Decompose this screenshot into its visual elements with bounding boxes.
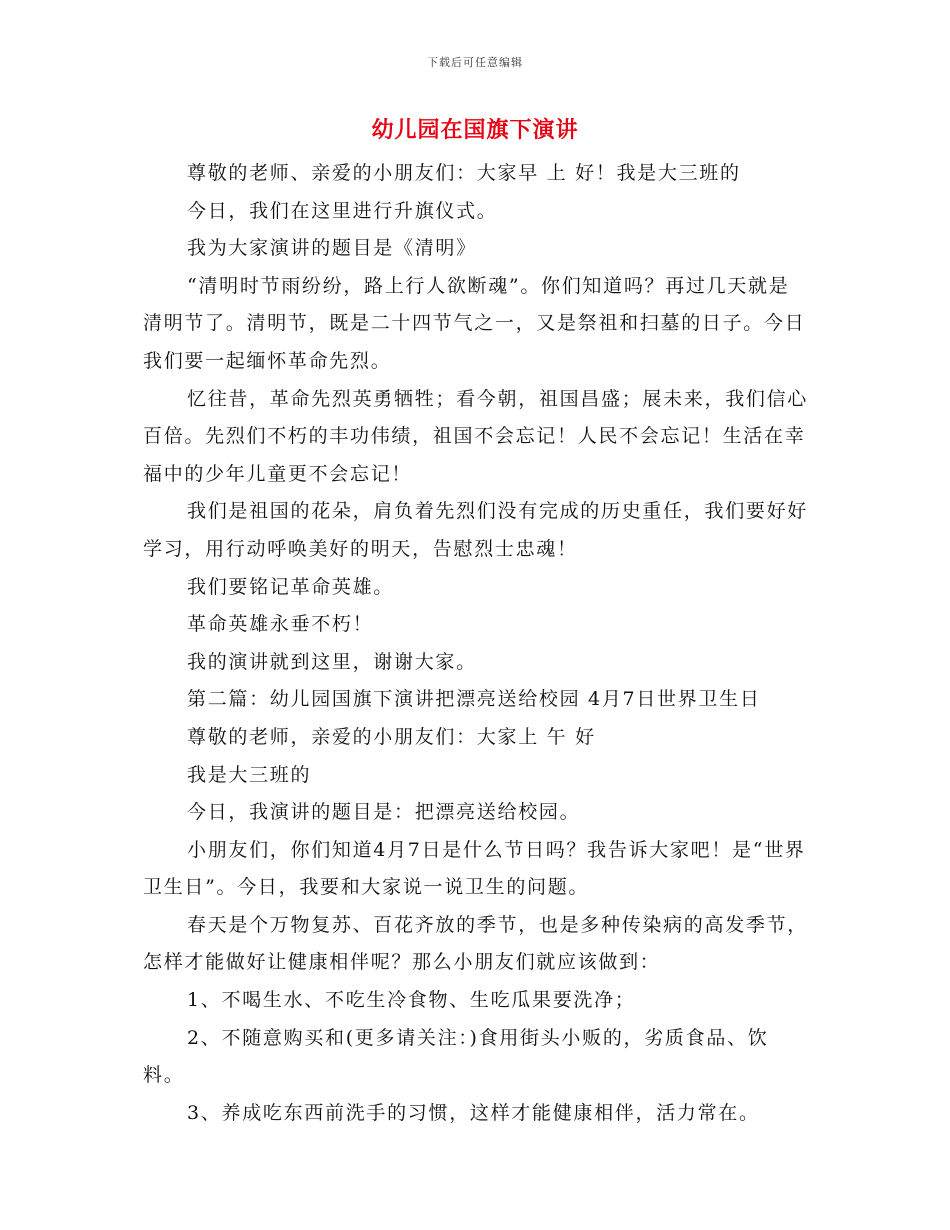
paragraph: 小朋友们，你们知道4月7日是什么节日吗？我告诉大家吧！是“世界卫生日”。今日，我要和大家说一说卫生的问题。	[143, 838, 806, 899]
paragraph: 我的演讲就到这里，谢谢大家。	[187, 650, 477, 673]
document-body	[143, 155, 808, 1132]
paragraph: 春天是个万物复苏、百花齐放的季节，也是多种传染病的高发季节，怎样才能做好让健康相伴呢？那么小朋友们就应该做到：	[143, 913, 809, 974]
list-item: 3、养成吃东西前洗手的习惯，这样才能健康相伴，活力常在。	[187, 1101, 760, 1124]
paragraph: 革命英雄永垂不朽！	[187, 613, 374, 636]
paragraph: 忆往昔，革命先烈英勇牺牲；看今朝，祖国昌盛；展未来，我们信心百倍。先烈们不朽的丰功伟绩，祖国不会忘记！人民不会忘记！生活在幸福中的少年儿童更不会忘记！	[143, 387, 809, 485]
paragraph: 我为大家演讲的题目是《清明》	[187, 237, 477, 260]
paragraph: “清明时节雨纷纷，路上行人欲断魂”。你们知道吗？再过几天就是清明节了。清明节，既是二十四节气之一，又是祭祖和扫墓的日子。今日我们要一起缅怀革命先烈。	[143, 274, 806, 372]
paragraph: 我是大三班的	[187, 763, 312, 786]
list-item: 1、不喝生水、不吃生冷食物、生吃瓜果要洗净；	[187, 989, 636, 1012]
section-heading: 第二篇：幼儿园国旗下演讲把漂亮送给校园 4月7日世界卫生日	[187, 688, 761, 711]
paragraph: 今日，我演讲的题目是：把漂亮送给校园。	[187, 801, 581, 824]
paragraph: 我们是祖国的花朵，肩负着先烈们没有完成的历史重任，我们要好好学习，用行动呼唤美好的明天，告慰烈士忠魂！	[143, 500, 809, 560]
paragraph: 今日，我们在这里进行升旗仪式。	[187, 199, 498, 222]
header-note: 下载后可任意编辑	[427, 56, 523, 69]
paragraph: 尊敬的老师、亲爱的小朋友们：大家早 上 好！我是大三班的	[187, 162, 741, 184]
document-title: 幼儿园在国旗下演讲	[371, 118, 579, 143]
paragraph: 尊敬的老师，亲爱的小朋友们：大家上 午 好	[187, 725, 596, 748]
paragraph: 我们要铭记革命英雄。	[187, 575, 395, 598]
list-item: 2、不随意购买和(更多请关注：)食用街头小贩的，劣质食品、饮料。	[143, 1026, 769, 1087]
